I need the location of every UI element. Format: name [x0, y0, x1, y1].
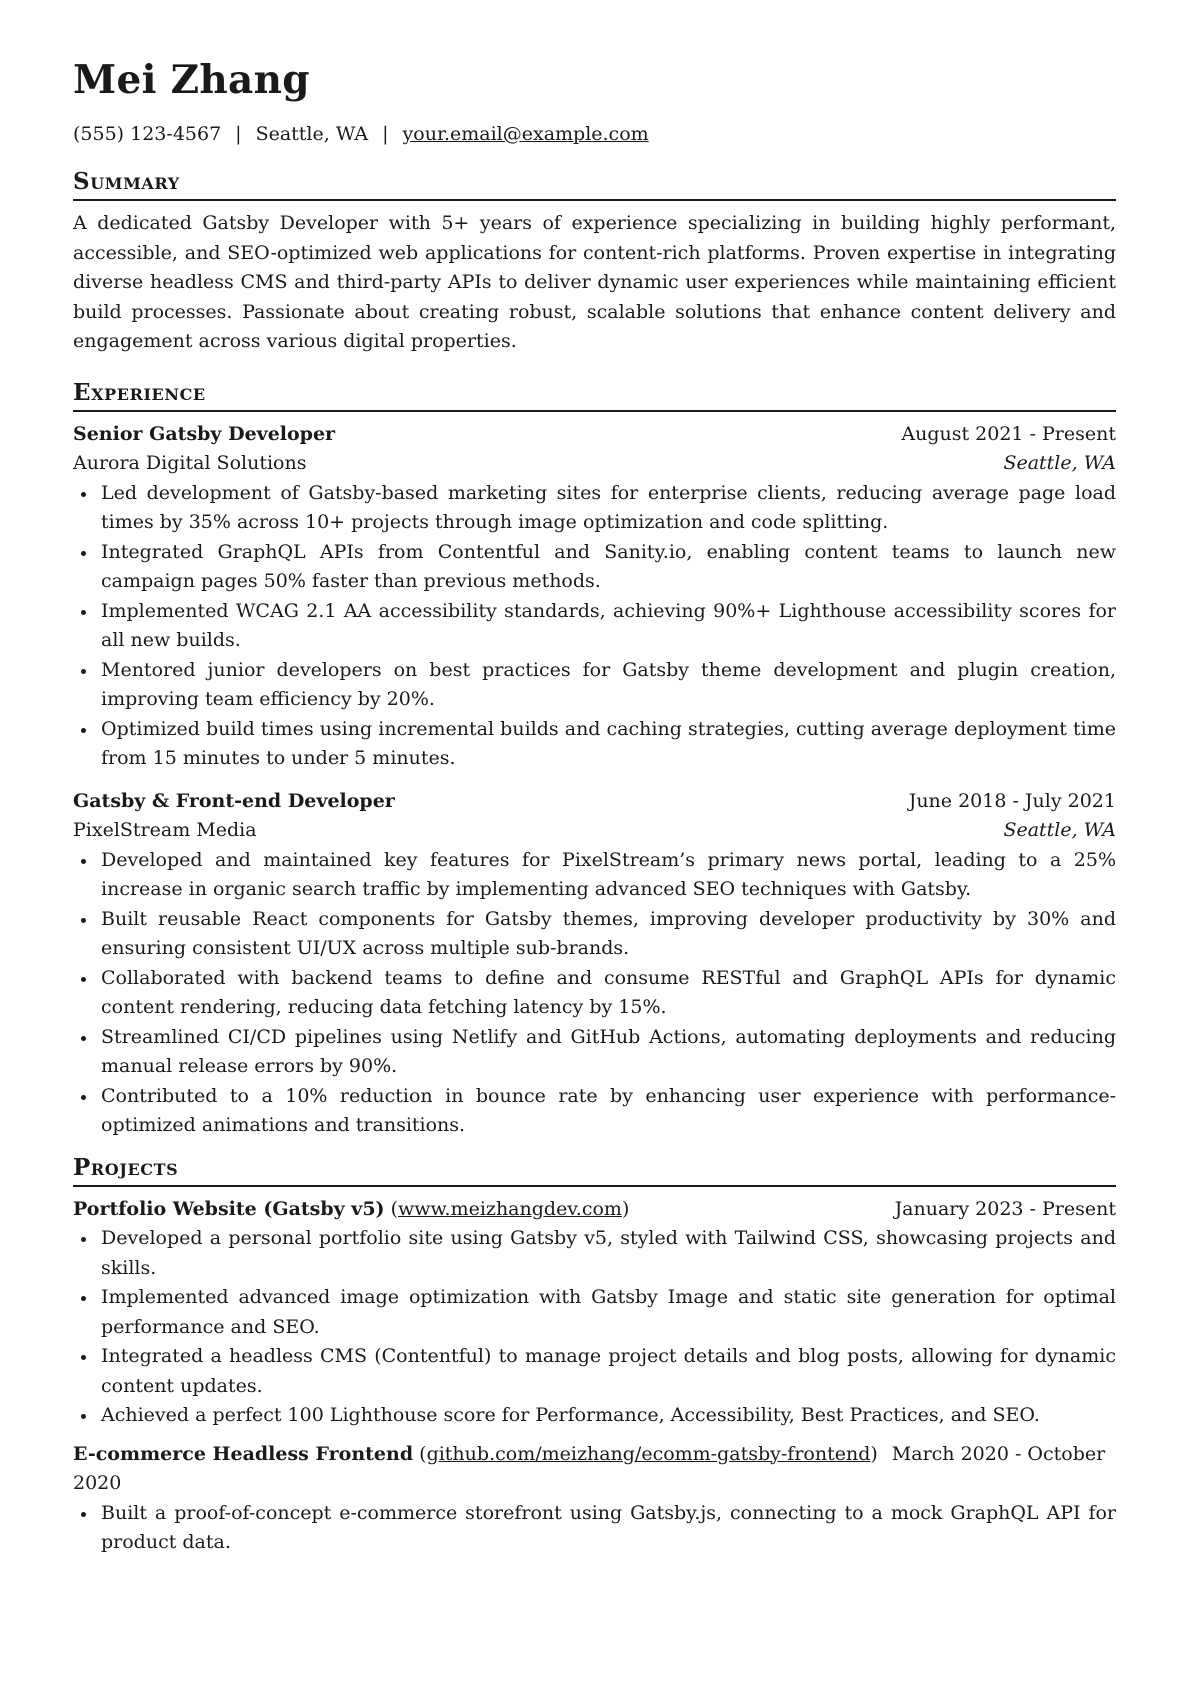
project-bullets [73, 1224, 1116, 1431]
candidate-name: Mei Zhang [73, 57, 310, 103]
job-bullets [73, 846, 1116, 1141]
bullet-item: Developed and maintained key features for PixelStream’s primary news portal, leading to a 25% increase in organic search traffic by implementing advanced SEO techniques with Gatsby. [73, 846, 1116, 905]
bullet-item: Integrated a headless CMS (Contentful) to manage project details and blog posts, allowing for dynamic content updates. [73, 1342, 1116, 1401]
bullet-item: Mentored junior developers on best practices for Gatsby theme development and plugin creation, improving team efficiency by 20%. [73, 656, 1116, 715]
phone-number: (555) 123-4567 [73, 123, 222, 145]
project-link[interactable]: github.com/meizhang/ecomm-gatsby-frontend [426, 1442, 871, 1465]
bullet-item: Contributed to a 10% reduction in bounce rate by enhancing user experience with performance-optimized animations and transitions. [73, 1082, 1116, 1141]
job-role: Gatsby & Front-end Developer [73, 789, 395, 812]
job-header [73, 420, 1116, 450]
contact-separator: | [235, 123, 242, 145]
bullet-item: Optimized build times using incremental builds and caching strategies, cutting average deployment time from 15 minutes to under 5 minutes. [73, 715, 1116, 774]
bullet-item: Implemented advanced image optimization with Gatsby Image and static site generation for optimal performance and SEO. [73, 1283, 1116, 1342]
job-company: Aurora Digital Solutions [73, 452, 307, 474]
job-location: Seattle, WA [1003, 452, 1116, 474]
job-header [73, 787, 1116, 817]
job-entry [73, 420, 1116, 774]
bullet-item: Integrated GraphQL APIs from Contentful and Sanity.io, enabling content teams to launch new campaign pages 50% faster than previous methods. [73, 538, 1116, 597]
bullet-item: Led development of Gatsby-based marketing sites for enterprise clients, reducing average page load times by 35% across 10+ projects through image optimization and code splitting. [73, 479, 1116, 538]
project-bullets [73, 1499, 1116, 1558]
project-header: January 2023 - Present Portfolio Website (Gatsby v5) (www.meizhangdev.com) [73, 1195, 1116, 1225]
job-subheader [73, 816, 1116, 846]
bullet-item: Developed a personal portfolio site using Gatsby v5, styled with Tailwind CSS, showcasing projects and skills. [73, 1224, 1116, 1283]
location: Seattle, WA [255, 123, 369, 145]
job-bullets [73, 479, 1116, 774]
contact-line [73, 122, 1116, 146]
job-location: Seattle, WA [1003, 819, 1116, 841]
bullet-item: Streamlined CI/CD pipelines using Netlify and GitHub Actions, automating deployments and reducing manual release errors by 90%. [73, 1023, 1116, 1082]
bullet-item: Implemented WCAG 2.1 AA accessibility standards, achieving 90%+ Lighthouse accessibility scores for all new builds. [73, 597, 1116, 656]
job-subheader [73, 449, 1116, 479]
job-company: PixelStream Media [73, 819, 257, 841]
project-dates: March 2020 - October 2020 [73, 1442, 1106, 1494]
email-link[interactable]: your.email@example.com [402, 123, 649, 145]
job-dates: August 2021 - Present [901, 422, 1116, 445]
project-entry [73, 1195, 1116, 1431]
job-entry [73, 787, 1116, 1141]
experience-heading: Experience [73, 379, 1116, 412]
job-role: Senior Gatsby Developer [73, 422, 336, 445]
project-link[interactable]: www.meizhangdev.com [398, 1197, 622, 1220]
bullet-item: Built a proof-of-concept e-commerce storefront using Gatsby.js, connecting to a mock GraphQL API for product data. [73, 1499, 1116, 1558]
project-header: E-commerce Headless Frontend (github.com/meizhang/ecomm-gatsby-frontend) March 2020 - October 2020 [73, 1442, 1106, 1494]
contact-separator: | [382, 123, 389, 145]
summary-heading: Summary [73, 168, 1116, 201]
bullet-item: Collaborated with backend teams to define and consume RESTful and GraphQL APIs for dynamic content rendering, reducing data fetching latency by 15%. [73, 964, 1116, 1023]
project-entry [73, 1440, 1116, 1558]
summary-text: A dedicated Gatsby Developer with 5+ years of experience specializing in building highly performant, accessible, and SEO-optimized web applications for content-rich platforms. Proven expertise in integrating diverse headless CMS and third-party APIs to deliver dynamic user experiences while maintaining efficient build processes. Passionate about creating robust, scalable solutions that enhance content delivery and engagement across various digital properties. [73, 212, 1116, 352]
bullet-item: Built reusable React components for Gatsby themes, improving developer productivity by 30% and ensuring consistent UI/UX across multiple sub-brands. [73, 905, 1116, 964]
project-name: Portfolio Website (Gatsby v5) [73, 1197, 385, 1220]
bullet-item: Achieved a perfect 100 Lighthouse score for Performance, Accessibility, Best Practices, and SEO. [73, 1401, 1116, 1431]
project-dates: January 2023 - Present [894, 1197, 1116, 1220]
projects-heading: Projects [73, 1154, 1116, 1187]
project-name: E-commerce Headless Frontend [73, 1442, 414, 1465]
job-dates: June 2018 - July 2021 [908, 789, 1116, 812]
